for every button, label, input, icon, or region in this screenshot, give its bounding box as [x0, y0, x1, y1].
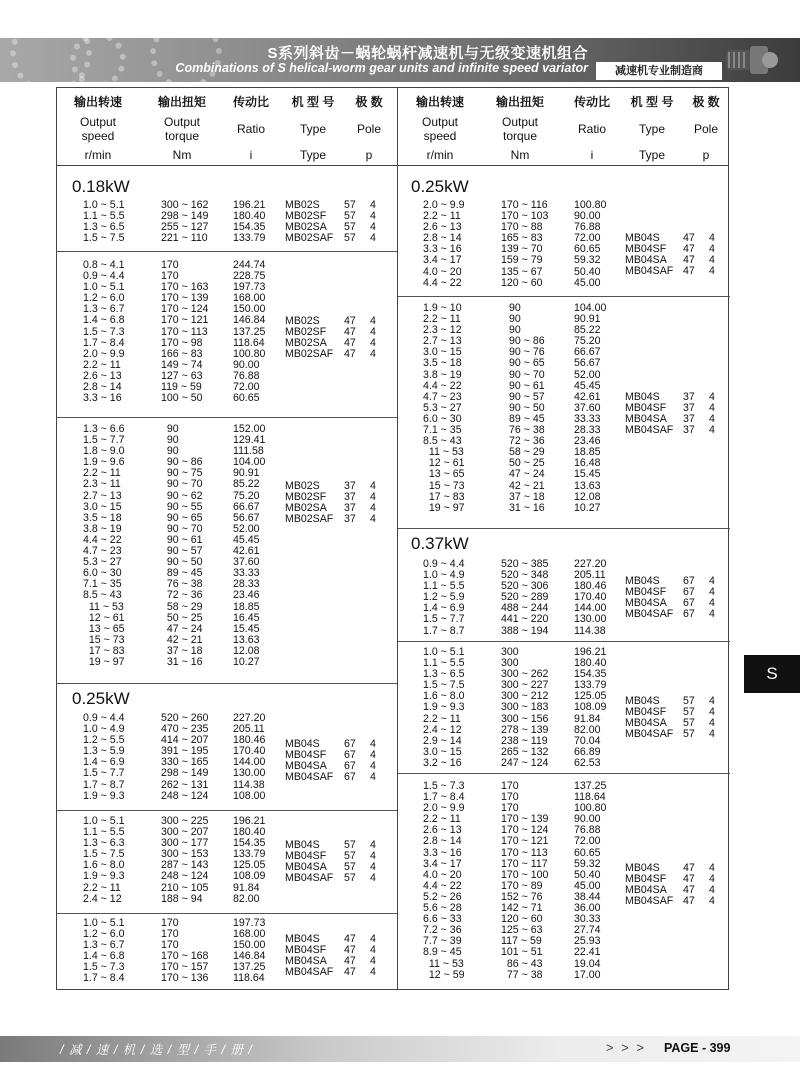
gear-decoration-icon [70, 32, 126, 88]
torque-cell: 170 170 170 170 ~ 168 170 ~ 157 170 ~ 136 [161, 917, 209, 985]
speed-cell: 1.0 ~ 5.1 1.1 ~ 5.5 1.3 ~ 6.3 1.5 ~ 7.5 1.6 ~ 8.0 1.9 ~ 9.3 2.2 ~ 11 2.4 ~ 12 [83, 815, 125, 905]
header-speed-unit: r/min [84, 148, 112, 162]
pole-cell: 4 4 4 4 [709, 575, 715, 621]
size-cell: 67 67 67 67 [683, 575, 695, 621]
group-divider [57, 913, 397, 914]
gearmotor-icon [724, 40, 780, 80]
type-cell: MB02S MB02SF MB02SA MB02SAF [285, 315, 334, 361]
speed-cell: 1.3 ~ 6.6 1.5 ~ 7.7 1.8 ~ 9.0 1.9 ~ 9.6 2.2 ~ 11 2.3 ~ 11 2.7 ~ 13 3.0 ~ 15 3.5 ~ 18 3.8 ~ 19 4.4 ~ 22 4.7 ~ 23 5.3 ~ 27 6.0 ~ 30 7.1 ~ 35 8.5 ~ 43 11 ~ 53 12 ~ 61 13 ~ 65 15 ~ 73 17 ~ 83 19 ~ 97 [83, 423, 125, 668]
type-cell: MB04S MB04SF MB04SA MB04SAF [625, 232, 674, 278]
speed-cell: 1.0 ~ 5.1 1.2 ~ 6.0 1.3 ~ 6.7 1.4 ~ 6.8 1.5 ~ 7.3 1.7 ~ 8.4 [83, 917, 125, 985]
torque-cell: 170 170 170 ~ 163 170 ~ 139 170 ~ 124 170 ~ 121 170 ~ 113 170 ~ 98 166 ~ 83 149 ~ 74 127 ~ 63 119 ~ 59 100 ~ 50 [161, 259, 209, 405]
type-cell: MB04S MB04SF MB04SA MB04SAF [285, 933, 334, 979]
header-torque-en1: Output [163, 115, 201, 129]
ratio-cell: 244.74 228.75 197.73 168.00 150.00 146.84 137.25 118.64 100.80 90.00 76.88 72.00 60.65 [233, 259, 266, 405]
speed-cell: 0.9 ~ 4.4 1.0 ~ 4.9 1.1 ~ 5.5 1.2 ~ 5.9 1.4 ~ 6.9 1.5 ~ 7.7 1.7 ~ 8.7 [423, 558, 465, 637]
type-cell: MB04S MB04SF MB04SA MB04SAF [625, 575, 674, 621]
size-cell: 47 47 47 47 [683, 232, 695, 278]
torque-cell: 520 ~ 385 520 ~ 348 520 ~ 306 520 ~ 289 488 ~ 244 441 ~ 220 388 ~ 194 [501, 558, 549, 637]
group-divider [398, 641, 730, 642]
ratio-cell: 227.20 205.11 180.46 170.40 144.00 130.00 114.38 108.00 [233, 712, 266, 802]
header-speed-unit: r/min [426, 148, 454, 162]
type-cell: MB02S MB02SF MB02SA MB02SAF [285, 199, 334, 245]
pole-cell: 4 4 4 4 [709, 862, 715, 908]
speed-cell: 1.5 ~ 7.3 1.7 ~ 8.4 2.0 ~ 9.9 2.2 ~ 11 2.6 ~ 13 2.8 ~ 14 3.3 ~ 16 3.4 ~ 17 4.0 ~ 20 4.4 ~ 22 5.2 ~ 26 5.6 ~ 28 6.6 ~ 33 7.2 ~ 36 7.7 ~ 39 8.9 ~ 45 11 ~ 53 12 ~ 59 [423, 780, 465, 981]
header-speed-en1: Output [79, 115, 117, 129]
header-type-cn: 机 型 号 [291, 95, 335, 109]
type-cell: MB04S MB04SF MB04SA MB04SAF [625, 695, 674, 741]
ratio-cell: 196.21 180.40 154.35 133.79 125.05 108.09 91.84 82.00 [233, 815, 266, 905]
header-pole-cn: 极 数 [355, 95, 383, 109]
footer-arrows-icon: > > > [606, 1040, 646, 1055]
torque-cell: 300 300 300 ~ 262 300 ~ 227 300 ~ 212 300 ~ 183 300 ~ 156 278 ~ 139 238 ~ 119 265 ~ 132 247 ~ 124 [501, 646, 549, 769]
header-pole-en: Pole [356, 122, 382, 136]
header-torque-cn: 输出扭矩 [157, 95, 206, 109]
size-cell: 67 67 67 67 [344, 738, 356, 784]
section-title-left-018kw: 0.18kW [72, 177, 130, 196]
speed-cell: 1.0 ~ 5.1 1.1 ~ 5.5 1.3 ~ 6.5 1.5 ~ 7.5 [83, 199, 125, 245]
header-speed-en1: Output [421, 115, 459, 129]
pole-cell: 4 4 4 4 [709, 232, 715, 278]
header-type-cn: 机 型 号 [630, 95, 674, 109]
banner-tagline: 减速机专业制造商 [596, 62, 722, 80]
header-torque-en1: Output [501, 115, 539, 129]
footer-manual-label: / 减 / 速 / 机 / 选 / 型 / 手 / 册 / [60, 1043, 253, 1057]
header-pole-unit: p [365, 148, 373, 162]
speed-cell: 1.9 ~ 10 2.2 ~ 11 2.3 ~ 12 2.7 ~ 13 3.0 ~ 15 3.5 ~ 18 3.8 ~ 19 4.4 ~ 22 4.7 ~ 23 5.3 ~ 27 6.0 ~ 30 7.1 ~ 35 8.5 ~ 43 11 ~ 53 12 ~ 61 13 ~ 65 15 ~ 73 17 ~ 83 19 ~ 97 [423, 302, 465, 514]
type-cell: MB04S MB04SF MB04SA MB04SAF [625, 862, 674, 908]
pole-cell: 4 4 4 4 [370, 839, 376, 885]
size-cell: 47 47 47 47 [683, 862, 695, 908]
torque-cell: 170 ~ 116 170 ~ 103 170 ~ 88 165 ~ 83 139 ~ 70 159 ~ 79 135 ~ 67 120 ~ 60 [501, 199, 549, 289]
size-cell: 37 37 37 37 [683, 391, 695, 437]
header-torque-en2: torque [164, 129, 200, 143]
pole-cell: 4 4 4 4 [370, 933, 376, 979]
group-divider [398, 773, 730, 774]
ratio-cell: 196.21 180.40 154.35 133.79 [233, 199, 266, 245]
section-tab-s[interactable]: S [744, 655, 800, 693]
column-divider [397, 88, 398, 989]
header-torque-unit: Nm [510, 148, 530, 162]
selection-table [56, 87, 729, 990]
header-type-unit: Type [299, 148, 326, 162]
page-number: PAGE - 399 [664, 1041, 731, 1055]
torque-cell: 300 ~ 162 298 ~ 149 255 ~ 127 221 ~ 110 [161, 199, 209, 245]
header-speed-cn: 输出转速 [415, 95, 464, 109]
type-cell: MB04S MB04SF MB04SA MB04SAF [625, 391, 674, 437]
header-torque-en2: torque [502, 129, 538, 143]
ratio-cell: 137.25 118.64 100.80 90.00 76.88 72.00 60.65 59.32 50.40 45.00 38.44 36.00 30.33 27.74 25.93 22.41 19.04 17.00 [574, 780, 607, 981]
ratio-cell: 152.00 129.41 111.58 104.00 90.91 85.22 75.20 66.67 56.67 52.00 45.45 42.61 37.60 33.33 28.33 23.46 18.85 16.45 15.45 13.63 12.08 10.27 [233, 423, 266, 668]
speed-cell: 2.0 ~ 9.9 2.2 ~ 11 2.6 ~ 13 2.8 ~ 14 3.3 ~ 16 3.4 ~ 17 4.0 ~ 20 4.4 ~ 22 [423, 199, 465, 289]
section-title-right-037kw: 0.37kW [411, 534, 469, 553]
pole-cell: 4 4 4 4 [370, 480, 376, 526]
header-speed-cn: 输出转速 [73, 95, 122, 109]
ratio-cell: 227.20 205.11 180.46 170.40 144.00 130.00 114.38 [574, 558, 607, 637]
type-cell: MB04S MB04SF MB04SA MB04SAF [285, 839, 334, 885]
ratio-cell: 197.73 168.00 150.00 146.84 137.25 118.64 [233, 917, 266, 985]
header-speed-en2: speed [423, 129, 457, 143]
table-header-left [57, 88, 397, 166]
header-type-en: Type [638, 122, 665, 136]
banner-title-en: Combinations of S helical-worm gear units and infinite speed variator [175, 61, 588, 75]
footer-bar [0, 1036, 800, 1062]
header-ratio-cn: 传动比 [232, 95, 269, 109]
header-ratio-unit: i [249, 148, 253, 162]
pole-cell: 4 4 4 4 [370, 738, 376, 784]
header-ratio-unit: i [590, 148, 594, 162]
gear-decoration-icon [150, 18, 222, 90]
header-ratio-cn: 传动比 [573, 95, 610, 109]
header-ratio-en: Ratio [577, 122, 606, 136]
pole-cell: 4 4 4 4 [370, 315, 376, 361]
torque-cell: 170 170 170 170 ~ 139 170 ~ 124 170 ~ 121 170 ~ 113 170 ~ 117 170 ~ 100 170 ~ 89 152 ~ 76 142 ~ 71 120 ~ 60 125 ~ 63 117 ~ 59 101 ~ 51 86 ~ 43 77 ~ 38 [501, 780, 549, 981]
group-divider [57, 810, 397, 811]
group-divider [398, 528, 730, 529]
header-type-en: Type [299, 122, 326, 136]
size-cell: 57 57 57 57 [683, 695, 695, 741]
header-pole-en: Pole [693, 122, 719, 136]
header-torque-unit: Nm [172, 148, 192, 162]
pole-cell: 4 4 4 4 [709, 695, 715, 741]
group-divider [57, 683, 397, 684]
ratio-cell: 196.21 180.40 154.35 133.79 125.05 108.09 91.84 82.00 70.04 66.89 62.53 [574, 646, 607, 769]
group-divider [398, 296, 730, 297]
group-divider [57, 251, 397, 252]
size-cell: 47 47 47 47 [344, 315, 356, 361]
header-ratio-en: Ratio [236, 122, 265, 136]
speed-cell: 1.0 ~ 5.1 1.1 ~ 5.5 1.3 ~ 6.5 1.5 ~ 7.5 1.6 ~ 8.0 1.9 ~ 9.3 2.2 ~ 11 2.4 ~ 12 2.9 ~ 14 3.0 ~ 15 3.2 ~ 16 [423, 646, 465, 769]
table-header-right [398, 88, 729, 166]
type-cell: MB04S MB04SF MB04SA MB04SAF [285, 738, 334, 784]
header-type-unit: Type [638, 148, 665, 162]
header-pole-cn: 极 数 [692, 95, 720, 109]
size-cell: 37 37 37 37 [344, 480, 356, 526]
header-pole-unit: p [702, 148, 710, 162]
section-title-right-025kw: 0.25kW [411, 177, 469, 196]
torque-cell: 90 90 90 90 ~ 86 90 ~ 75 90 ~ 70 90 ~ 62 90 ~ 55 90 ~ 65 90 ~ 70 90 ~ 61 90 ~ 57 90 ~ 50 89 ~ 45 76 ~ 38 72 ~ 36 58 ~ 29 50 ~ 25 47 ~ 24 42 ~ 21 37 ~ 18 31 ~ 16 [166, 423, 203, 668]
banner-title-cn: S系列斜齿－蜗轮蜗杆减速机与无级变速机组合 [267, 45, 588, 62]
type-cell: MB02S MB02SF MB02SA MB02SAF [285, 480, 334, 526]
header-speed-en2: speed [81, 129, 115, 143]
torque-cell: 90 90 90 90 ~ 86 90 ~ 76 90 ~ 65 90 ~ 70 90 ~ 61 90 ~ 57 90 ~ 50 89 ~ 45 76 ~ 38 72 ~ 36 58 ~ 29 50 ~ 25 47 ~ 24 42 ~ 21 37 ~ 18 31 ~ 16 [509, 302, 545, 514]
pole-cell: 4 4 4 4 [709, 391, 715, 437]
pole-cell: 4 4 4 4 [370, 199, 376, 245]
ratio-cell: 104.00 90.91 85.22 75.20 66.67 56.67 52.00 45.45 42.61 37.60 33.33 28.33 23.46 18.85 16.48 15.45 13.63 12.08 10.27 [574, 302, 607, 514]
size-cell: 47 47 47 47 [344, 933, 356, 979]
header-torque-cn: 输出扭矩 [495, 95, 544, 109]
torque-cell: 300 ~ 225 300 ~ 207 300 ~ 177 300 ~ 153 287 ~ 143 248 ~ 124 210 ~ 105 188 ~ 94 [161, 815, 209, 905]
speed-cell: 0.9 ~ 4.4 1.0 ~ 4.9 1.2 ~ 5.5 1.3 ~ 5.9 1.4 ~ 6.9 1.5 ~ 7.7 1.7 ~ 8.7 1.9 ~ 9.3 [83, 712, 125, 802]
speed-cell: 0.8 ~ 4.1 0.9 ~ 4.4 1.0 ~ 5.1 1.2 ~ 6.0 1.3 ~ 6.7 1.4 ~ 6.8 1.5 ~ 7.3 1.7 ~ 8.4 2.0 ~ 9.9 2.2 ~ 11 2.6 ~ 13 2.8 ~ 14 3.3 ~ 16 [83, 259, 125, 405]
size-cell: 57 57 57 57 [344, 199, 356, 245]
size-cell: 57 57 57 57 [344, 839, 356, 885]
group-divider [57, 417, 397, 418]
ratio-cell: 100.80 90.00 76.88 72.00 60.65 59.32 50.40 45.00 [574, 199, 607, 289]
section-title-left-025kw: 0.25kW [72, 689, 130, 708]
torque-cell: 520 ~ 260 470 ~ 235 414 ~ 207 391 ~ 195 330 ~ 165 298 ~ 149 262 ~ 131 248 ~ 124 [161, 712, 209, 802]
